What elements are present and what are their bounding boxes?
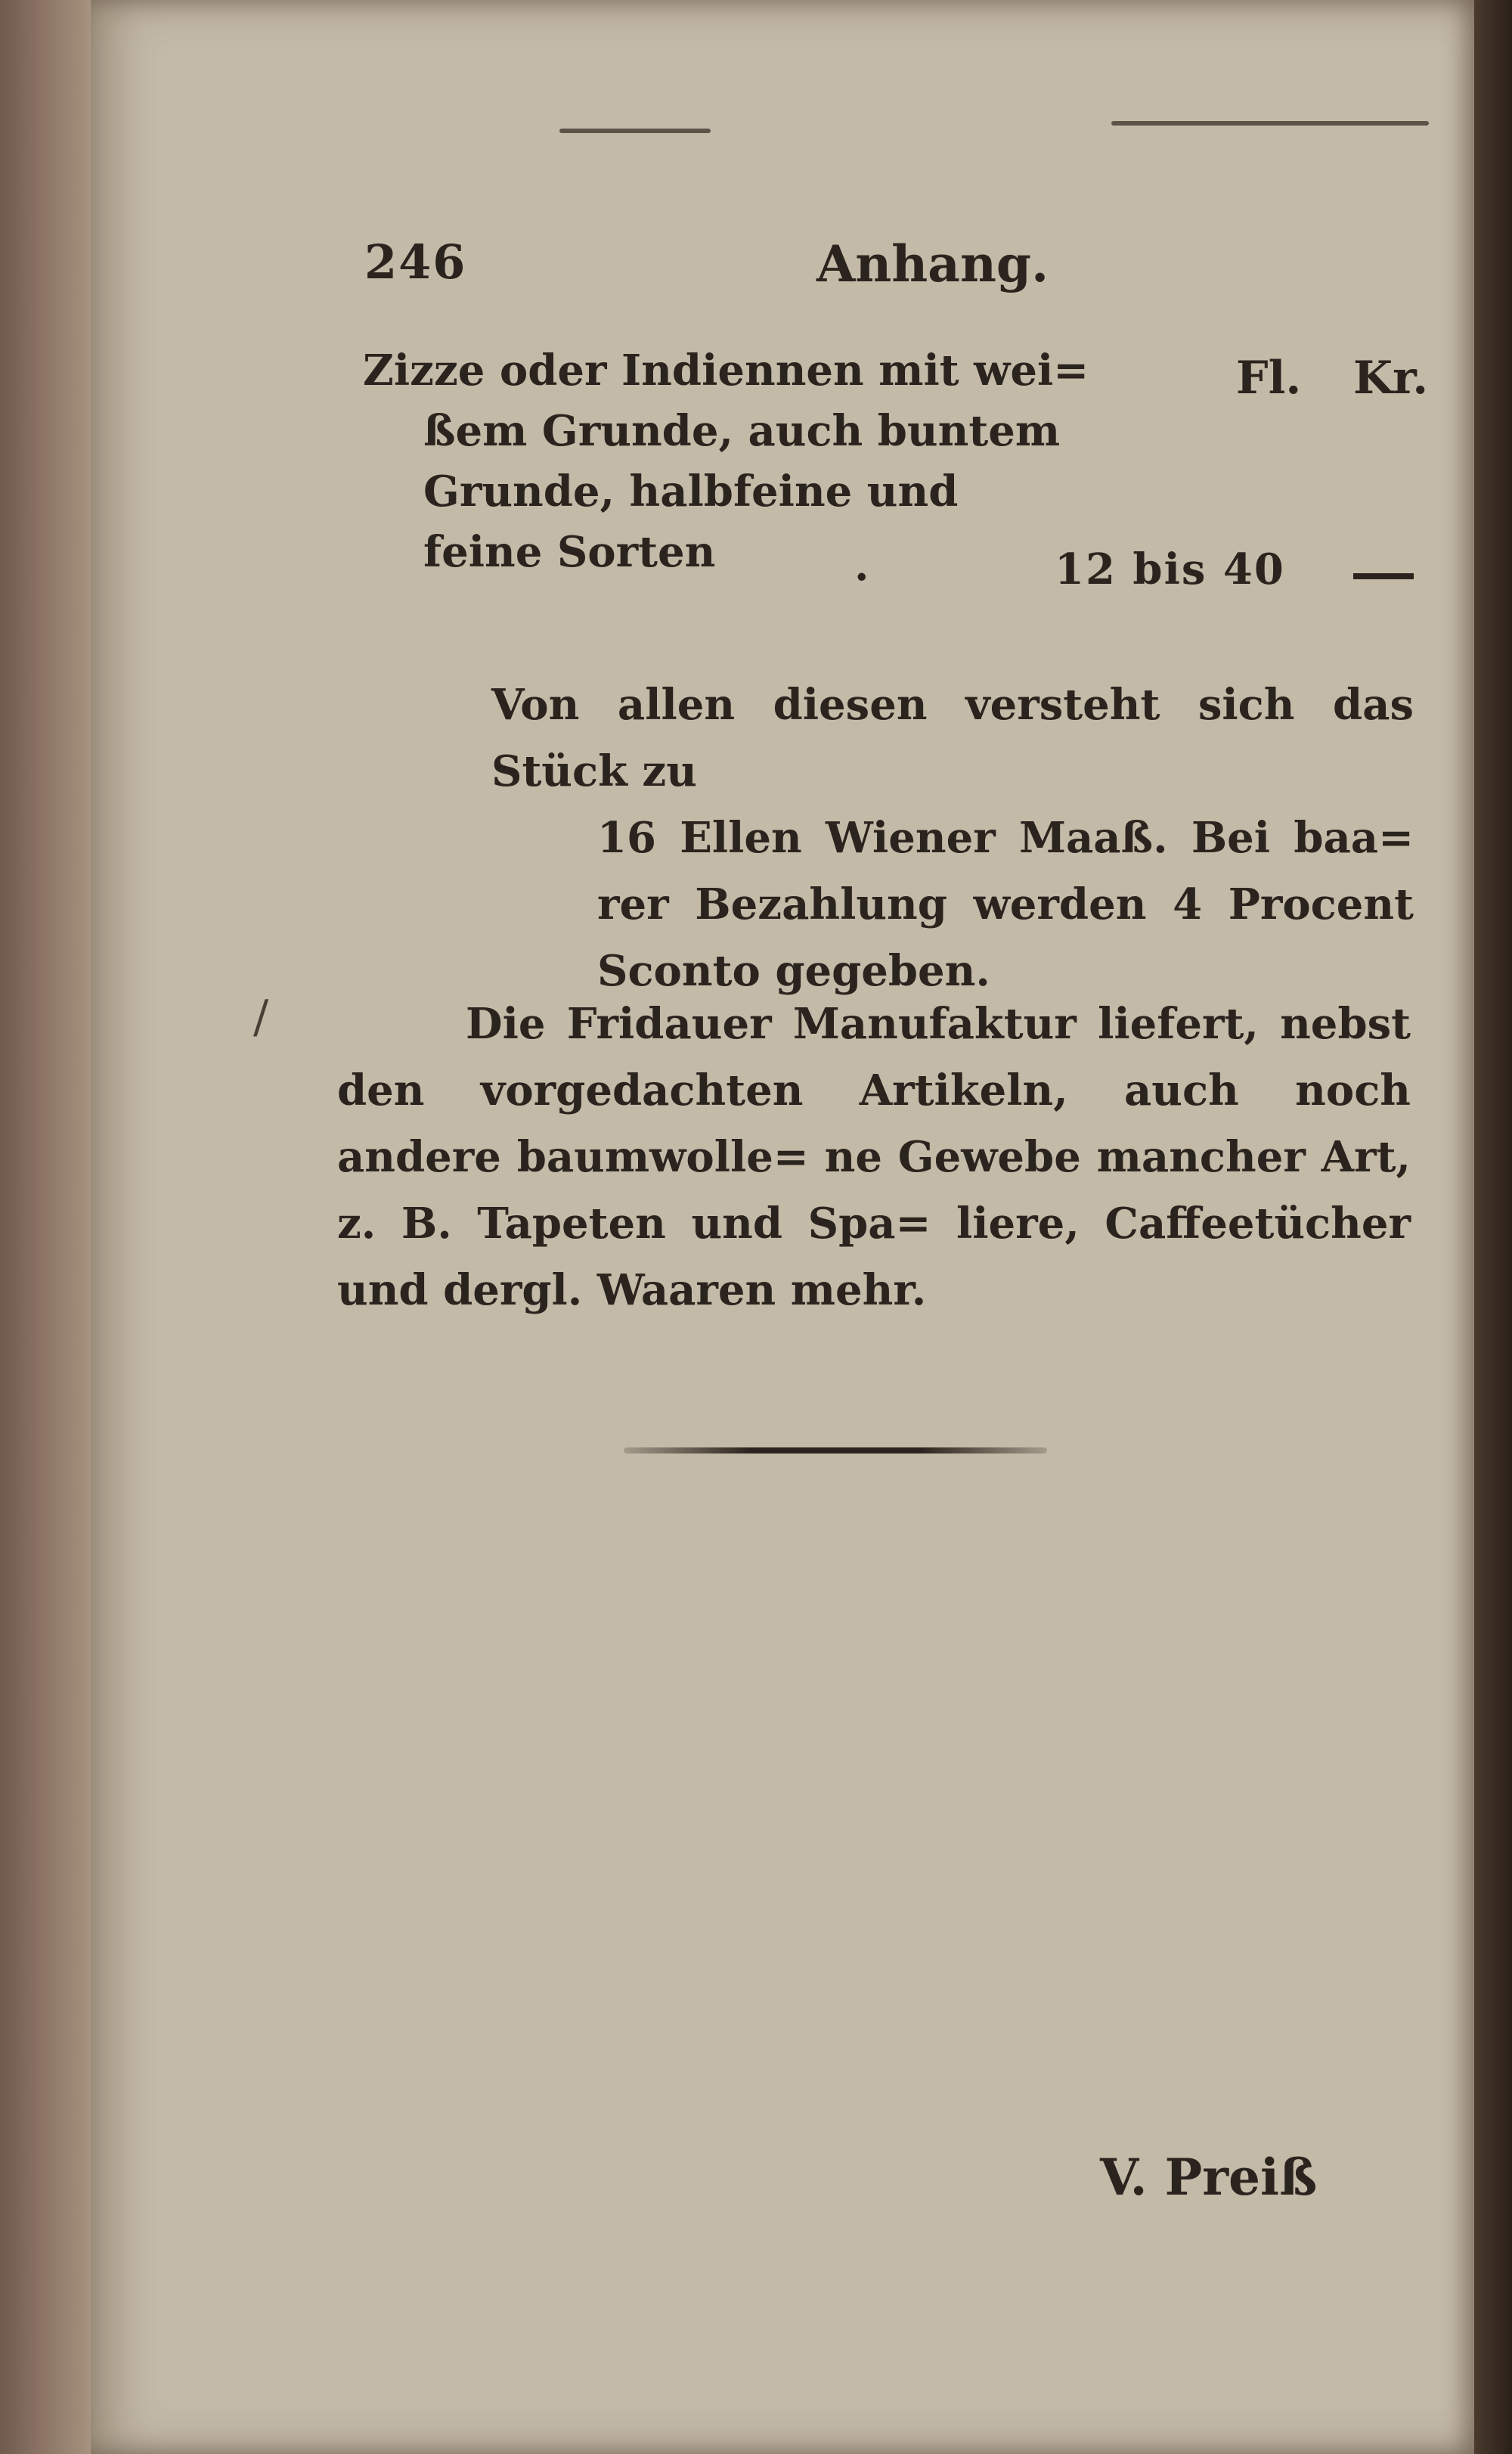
price-item-line: Grunde, halbfeine und: [423, 467, 959, 517]
price-value: 12 bis 40: [1055, 544, 1285, 594]
margin-pencil-mark: /: [253, 991, 269, 1044]
price-item-description: [363, 340, 1089, 582]
running-head: Anhang.: [816, 234, 1049, 293]
price-item-line: Zizze oder Indiennen mit wei=: [363, 346, 1089, 396]
dot-leader: .: [854, 541, 869, 591]
top-ornament-left: [559, 129, 711, 133]
section-divider-rule: [624, 1447, 1047, 1453]
currency-header-kr: Kr.: [1353, 352, 1429, 405]
kreuzer-dash: [1353, 573, 1414, 579]
page-number: 246: [364, 234, 467, 290]
price-item-line: ßem Grunde, auch buntem: [423, 406, 1061, 456]
body-paragraph: Die Fridauer Manufaktur liefert, nebst den vorgedachten Artikeln, auch noch andere baumwolle= ne Gewebe mancher Art, z. B. Tapeten und Spa= liere, Caffeetücher und dergl. Waaren mehr.: [337, 999, 1411, 1315]
price-note-continuation: 16 Ellen Wiener Maaß. Bei baa= rer Bezahlung werden 4 Procent Sconto gegeben.: [597, 813, 1414, 996]
top-ornament-right: [1111, 121, 1429, 126]
price-item-line: feine Sorten: [423, 527, 716, 577]
currency-header-fl: Fl.: [1236, 352, 1302, 405]
price-note-first-line: Von allen diesen versteht sich das Stück zu: [491, 680, 1414, 796]
catchword: V. Preiß: [1100, 2148, 1318, 2207]
page-right-edge: [1474, 0, 1512, 2454]
price-note: [491, 672, 1414, 1004]
